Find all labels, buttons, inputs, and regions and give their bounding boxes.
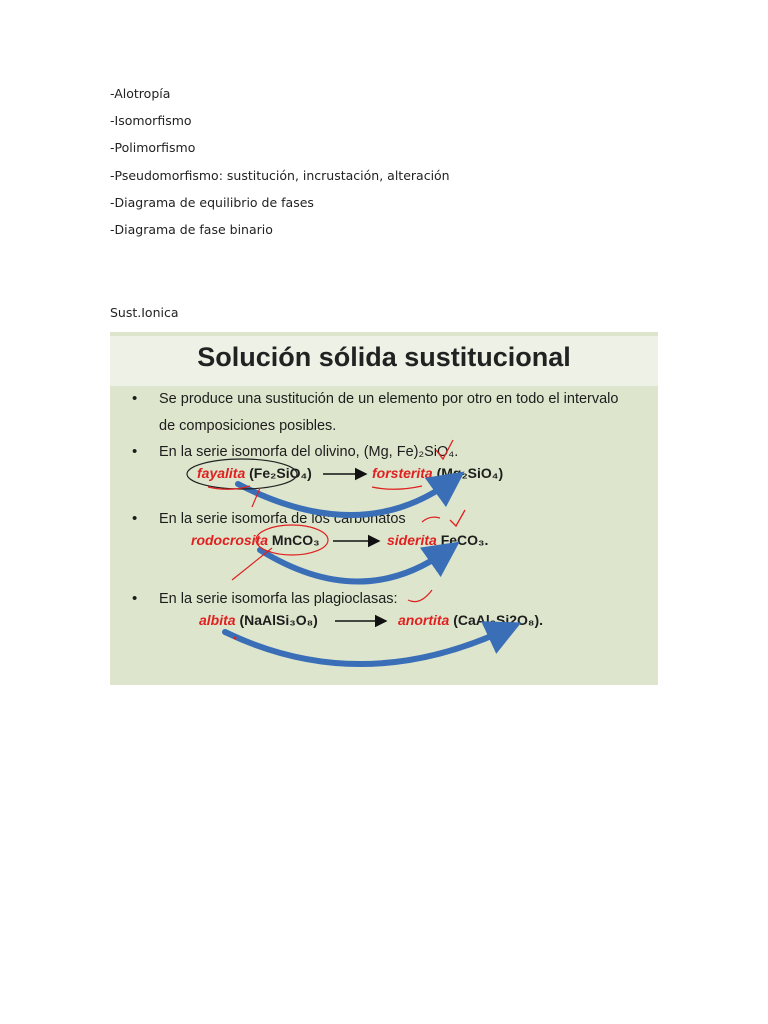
mineral-formula: MnCO₃ [271,532,320,548]
list-item: -Diagrama de fase binario [110,221,273,237]
mineral-name: siderita [387,532,437,548]
circle-annotation-icon [256,525,328,555]
bullet-text: En la serie isomorfa de los carbonatos [159,511,406,527]
mineral-name: rodocrosita [191,532,269,548]
bullet-text: Se produce una sustitución de un elemento por otro en todo el intervalo [159,391,619,407]
mineral-formula: FeCO₃. [440,532,489,548]
bullet-text: En la serie isomorfa del olivino, (Mg, Fe)₂SiO₄. [159,444,459,460]
mineral-formula: (Fe₂SiO₄) [249,465,312,481]
mineral-name: anortita [398,612,450,628]
mineral-name: forsterita [372,465,433,481]
curved-arrow-icon [225,630,505,664]
list-item: -Isomorfismo [110,113,192,129]
list-item: -Polimorfismo [110,140,196,156]
list-item: -Diagrama de equilibrio de fases [110,194,314,210]
dot-annotation-icon [234,637,237,640]
mineral-formula: (NaAlSi₃O₈) [239,612,318,628]
list-item: -Alotropía [110,86,171,101]
checkmark-icon [450,510,465,526]
stroke-annotation-icon [232,548,272,580]
bullet-icon: • [132,510,138,527]
squiggle-icon [422,517,440,522]
slide-image [110,332,658,685]
mineral-formula: (CaAl₂Si2O₈). [453,612,544,628]
mineral-name: albita [199,612,236,628]
slide-title: Solución sólida sustitucional [110,336,658,386]
topic-list [110,86,450,249]
bullet-text: de composiciones posibles. [159,418,337,434]
checkmark-icon [436,440,453,459]
squiggle-icon [408,590,432,602]
bullet-text: En la serie isomorfa las plagioclasas: [159,591,398,607]
bullet-icon: • [132,390,138,407]
section-caption: Sust.Ionica [110,305,179,320]
list-item: -Pseudomorfismo: sustitución, incrustación, alteración [110,167,450,183]
mineral-formula: (Mg₂SiO₄) [436,465,504,481]
bullet-icon: • [132,590,138,607]
mineral-name: fayalita [197,465,246,481]
slide-annotations [110,332,658,685]
underline-icon [372,486,422,489]
bullet-icon: • [132,443,138,460]
